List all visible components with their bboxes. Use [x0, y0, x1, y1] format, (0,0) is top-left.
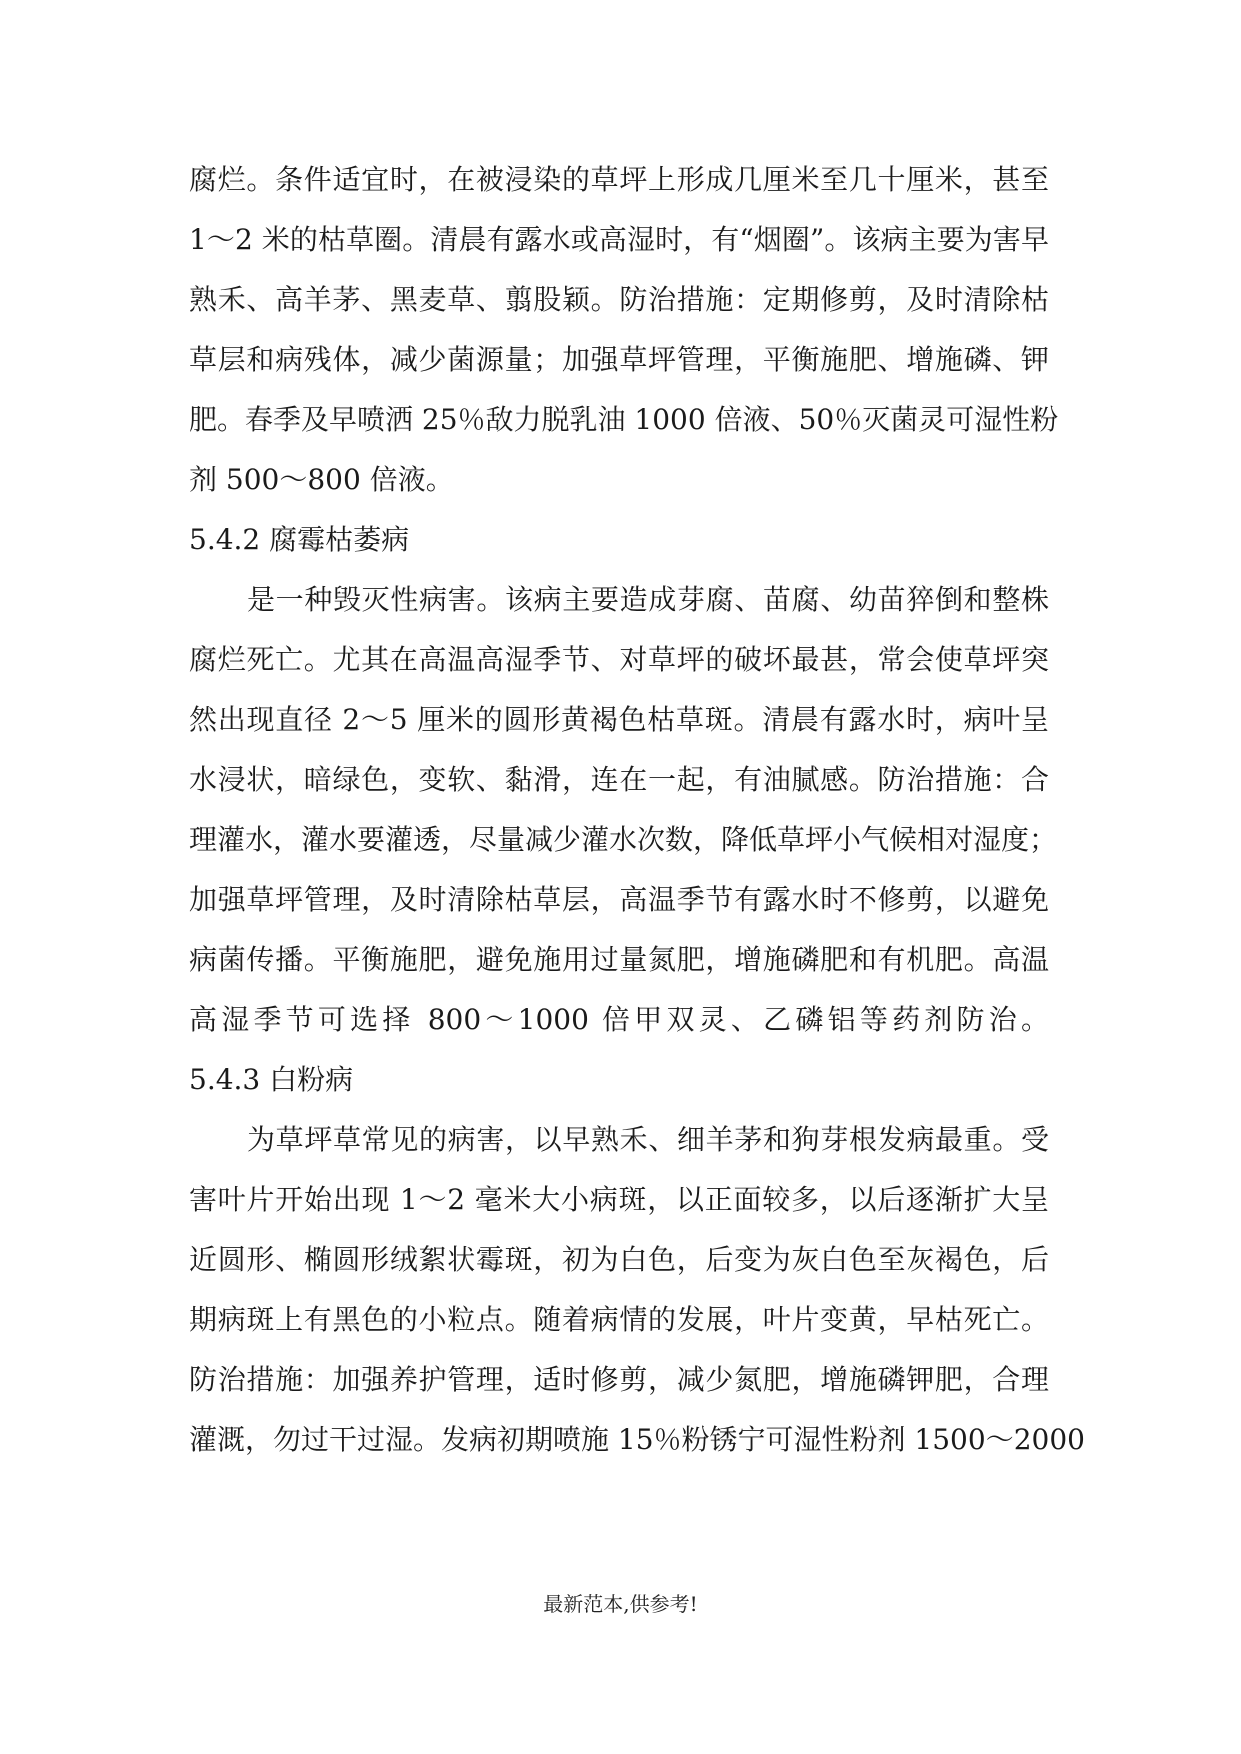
text-line: 剂 500～800 倍液。 [189, 463, 454, 496]
text-line: 腐烂。条件适宜时，在被浸染的草坪上形成几厘米至几十厘米，甚至 [189, 163, 1049, 196]
text-line: 草层和病残体，减少菌源量；加强草坪管理，平衡施肥、增施磷、钾 [189, 343, 1049, 376]
text-line: 近圆形、椭圆形绒絮状霉斑，初为白色，后变为灰白色至灰褐色，后 [189, 1243, 1049, 1276]
text-line: 害叶片开始出现 1～2 毫米大小病斑，以正面较多，以后逐渐扩大呈 [189, 1183, 1049, 1216]
text-line: 肥。春季及早喷洒 25％敌力脱乳油 1000 倍液、50％灭菌灵可湿性粉 [189, 403, 1059, 436]
text-line: 腐烂死亡。尤其在高温高湿季节、对草坪的破坏最甚，常会使草坪突 [189, 643, 1049, 676]
text-line: 防治措施：加强养护管理，适时修剪，减少氮肥，增施磷钾肥，合理 [189, 1363, 1049, 1396]
text-line: 水浸状，暗绿色，变软、黏滑，连在一起，有油腻感。防治措施：合 [189, 763, 1049, 796]
section-heading-5-4-3: 5.4.3 白粉病 [189, 1063, 354, 1096]
section-heading-5-4-2: 5.4.2 腐霉枯萎病 [189, 523, 410, 556]
text-line: 病菌传播。平衡施肥，避免施用过量氮肥，增施磷肥和有机肥。高温 [189, 943, 1049, 976]
text-line: 理灌水，灌水要灌透，尽量减少灌水次数，降低草坪小气候相对湿度； [189, 823, 1058, 856]
text-line: 高湿季节可选择 800～1000 倍甲双灵、乙磷铝等药剂防治。 [189, 1003, 1049, 1036]
document-body [189, 150, 1085, 1470]
text-line: 灌溉，勿过干过湿。发病初期喷施 15％粉锈宁可湿性粉剂 1500～2000 [189, 1423, 1085, 1456]
text-line: 是一种毁灭性病害。该病主要造成芽腐、苗腐、幼苗猝倒和整株 [247, 583, 1049, 616]
text-line: 为草坪草常见的病害，以早熟禾、细羊茅和狗芽根发病最重。受 [247, 1123, 1049, 1156]
text-line: 熟禾、高羊茅、黑麦草、翦股颖。防治措施：定期修剪，及时清除枯 [189, 283, 1049, 316]
text-line: 然出现直径 2～5 厘米的圆形黄褐色枯草斑。清晨有露水时，病叶呈 [189, 703, 1049, 736]
text-line: 加强草坪管理，及时清除枯草层，高温季节有露水时不修剪，以避免 [189, 883, 1049, 916]
text-line: 1～2 米的枯草圈。清晨有露水或高湿时，有“烟圈”。该病主要为害早 [189, 223, 1049, 256]
page-footer: 最新范本,供参考! [543, 1592, 698, 1616]
text-line: 期病斑上有黑色的小粒点。随着病情的发展，叶片变黄，早枯死亡。 [189, 1303, 1049, 1336]
